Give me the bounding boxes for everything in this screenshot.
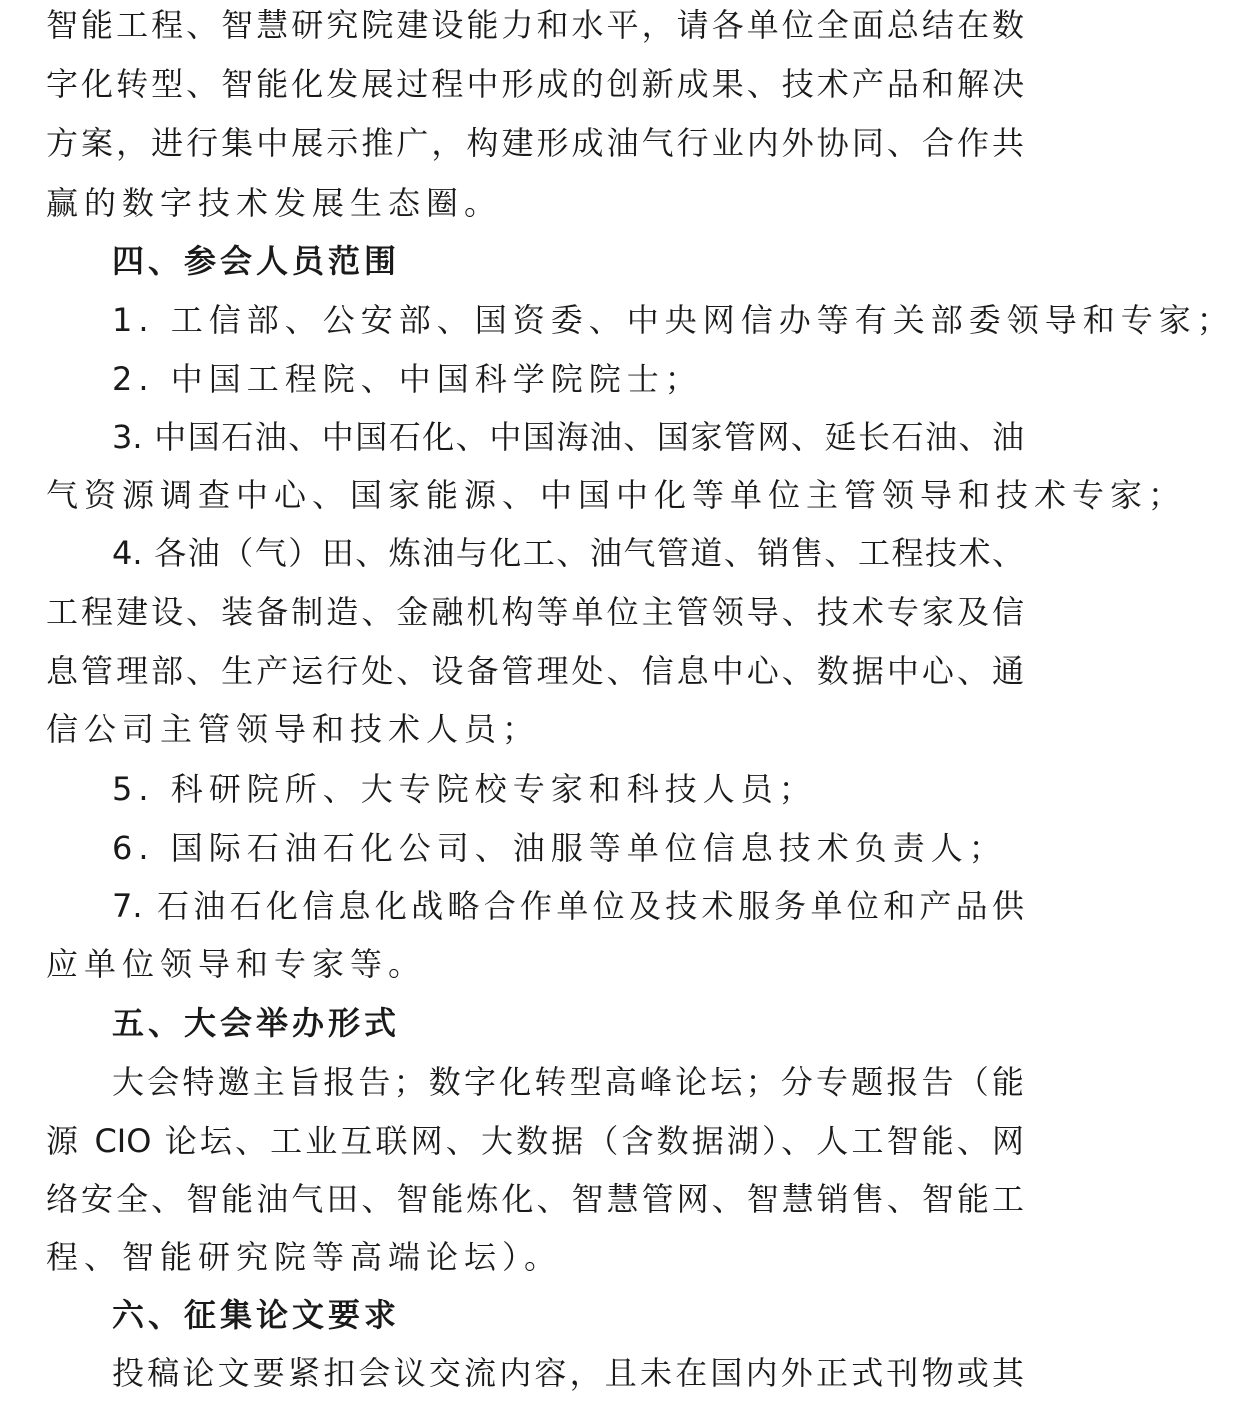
list-item-7-cont: 应单位领导和专家等。 [46, 945, 427, 983]
list-item-4-cont: 信公司主管领导和技术人员； [46, 710, 541, 748]
paragraph-line: 方案，进行集中展示推广，构建形成油气行业内外协同、合作共 [46, 124, 1024, 162]
paragraph-line: 字化转型、智能化发展过程中形成的创新成果、技术产品和解决 [46, 65, 1024, 103]
list-item-7: 7. 石油石化信息化战略合作单位及技术服务单位和产品供 [112, 887, 1024, 925]
paragraph-line: 智能工程、智慧研究院建设能力和水平，请各单位全面总结在数 [46, 6, 1024, 44]
paragraph-line: 投稿论文要紧扣会议交流内容，且未在国内外正式刊物或其 [112, 1354, 1024, 1392]
list-item-4-cont: 息管理部、生产运行处、设备管理处、信息中心、数据中心、通 [46, 652, 1024, 690]
section-heading-5: 五、大会举办形式 [112, 1004, 401, 1042]
list-item-6: 6. 国际石油石化公司、油服等单位信息技术负责人； [112, 829, 1007, 867]
list-item-2: 2. 中国工程院、中国科学院院士； [112, 360, 703, 398]
list-item-1: 1. 工信部、公安部、国资委、中央网信办等有关部委领导和专家； [112, 301, 1235, 339]
list-item-5: 5. 科研院所、大专院校专家和科技人员； [112, 770, 817, 808]
paragraph-line: 源 CIO 论坛、工业互联网、大数据（含数据湖）、人工智能、网 [46, 1122, 1024, 1160]
section-heading-4: 四、参会人员范围 [112, 242, 401, 280]
list-item-3: 3. 中国石油、中国石化、中国海油、国家管网、延长石油、油 [112, 418, 1024, 456]
paragraph-line: 程、智能研究院等高端论坛）。 [46, 1238, 563, 1276]
paragraph-line: 大会特邀主旨报告；数字化转型高峰论坛；分专题报告（能 [112, 1063, 1024, 1101]
list-item-3-cont: 气资源调查中心、国家能源、中国中化等单位主管领导和技术专家； [46, 476, 1187, 514]
paragraph-line: 赢的数字技术发展生态圈。 [46, 184, 503, 222]
section-heading-6: 六、征集论文要求 [112, 1296, 401, 1334]
list-item-4: 4. 各油（气）田、炼油与化工、油气管道、销售、工程技术、 [112, 534, 1024, 572]
paragraph-line: 络安全、智能油气田、智能炼化、智慧管网、智慧销售、智能工 [46, 1180, 1024, 1218]
list-item-4-cont: 工程建设、装备制造、金融机构等单位主管领导、技术专家及信 [46, 593, 1024, 631]
